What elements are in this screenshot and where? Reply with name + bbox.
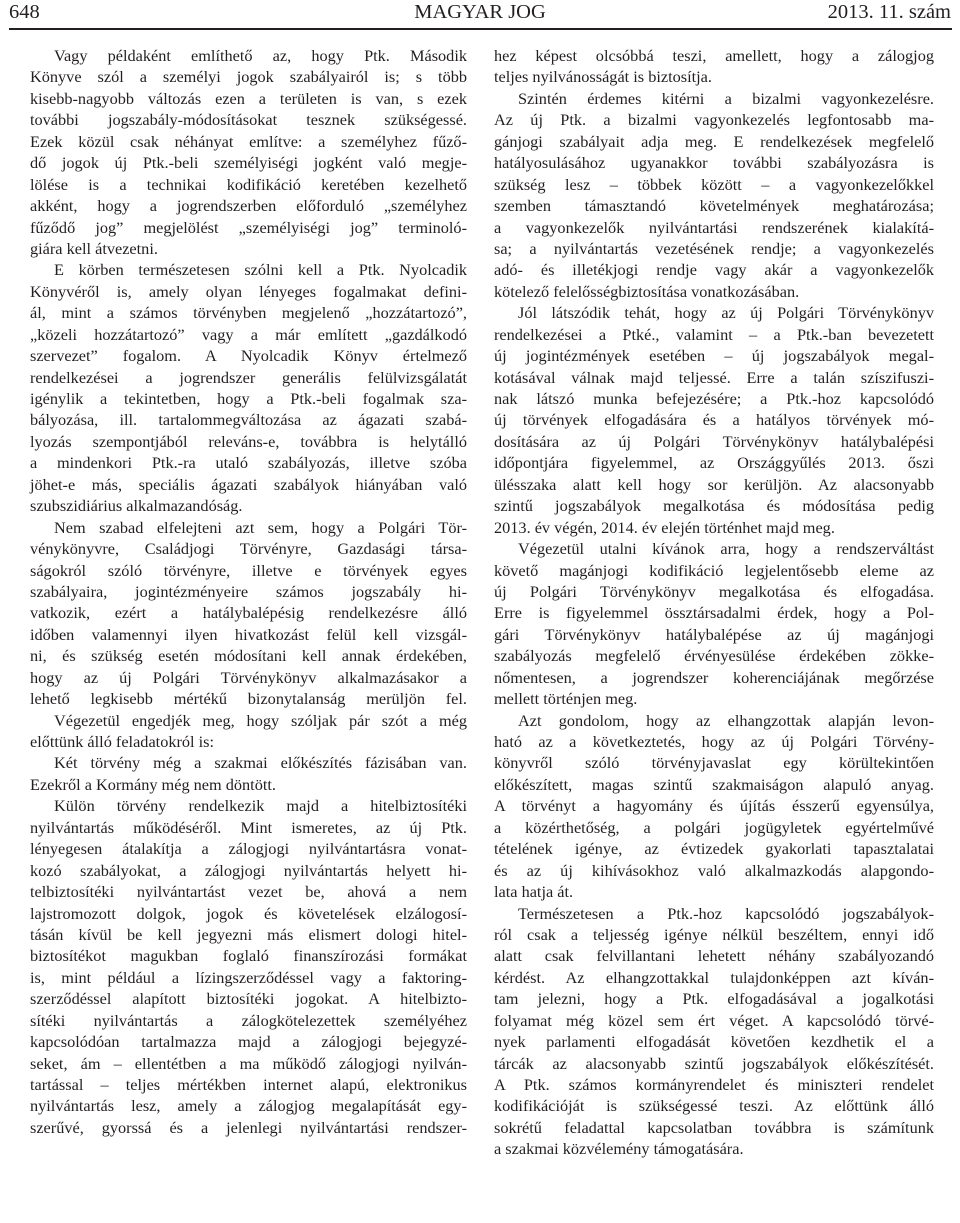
text-line: időpontjára figyelemmel, az Országgyűlés 2013. őszi — [494, 453, 934, 473]
text-line: rendelkezései a Ptké., valamint – a Ptk.-ban bevezetett — [494, 324, 934, 344]
text-line: szemben támasztandó követelmények meghatározása; — [494, 196, 934, 216]
text-line: hogy az új Polgári Törvénykönyv alkalmazásakor a — [30, 667, 467, 687]
text-line: Végezetül engedjék meg, hogy szóljak pár szót a még — [54, 710, 467, 730]
text-line: Jól látszódik tehát, hogy az új Polgári Törvénykönyv — [518, 303, 934, 323]
text-line: lajstromozott dolgok, jogok és követelések elzálogosí- — [30, 903, 467, 923]
text-line: lehető legkisebb mértékű bizonytalanság merüljön fel. — [30, 689, 467, 709]
text-line: kérdést. Az elhangzottakkal tulajdonképpen azt kíván- — [494, 967, 934, 987]
text-line: lényegesen átalakítja a zálogjogi nyilvántartásra vonat- — [30, 839, 467, 859]
text-line: E körben természetesen szólni kell a Ptk. Nyolcadik — [54, 260, 467, 280]
text-line: időben valamennyi ilyen hivatkozást felül kell vizsgál- — [30, 624, 467, 644]
text-line: Erre is figyelemmel össztársadalmi érdek, hogy a Pol- — [494, 603, 934, 623]
text-line: nyilvántartás lesz, amely a zálogjog megalapítását egy- — [30, 1096, 467, 1116]
text-line: Végezetül utalni kívánok arra, hogy a rendszerváltást — [518, 539, 934, 559]
text-line: ról csak a teljesség igénye nélkül beszéltem, ennyi idő — [494, 924, 934, 944]
text-line: is, mint például a lízingszerződéssel vagy a faktoring- — [30, 967, 467, 987]
text-line: hez képest olcsóbbá teszi, amellett, hogy a zálogjog — [494, 46, 934, 65]
text-line: ságokról szóló törvényre, illetve e törvények egyes — [30, 560, 467, 580]
text-line: tárcák az alacsonyabb szintű jogszabályok előkészítését. — [494, 1053, 934, 1073]
text-line: további jogszabály-módosításokat tesznek szükségessé. — [30, 110, 467, 130]
text-line: lata hatja át. — [494, 882, 574, 902]
text-line: kisebb-nagyobb változás ezen a területen is van, s ezek — [30, 88, 467, 108]
text-line: Könyve szól a személyi jogok szabályairól is; s több — [30, 67, 467, 87]
text-line: telbiztosítéki nyilvántartást vezet be, ahová a nem — [30, 882, 467, 902]
text-line: 2013. év végén, 2014. év elején történhet majd meg. — [494, 517, 835, 537]
page-number: 648 — [9, 1, 40, 23]
text-line: adó- és illetékjogi rendje vagy akár a vagyonkezelők — [494, 260, 934, 280]
right-text-column — [494, 45, 934, 1160]
text-line: tásán kívül be kell jegyezni más elismert dologi hitel- — [30, 924, 467, 944]
text-line: nak látszó munka befejezésére; a Ptk.-hoz kapcsolódó — [494, 389, 934, 408]
text-line: dő jogok új Ptk.-beli személyiségi jogként való megje- — [30, 153, 467, 173]
text-line: Ezek közül csak néhányat említve: a személyhez fűző- — [30, 131, 467, 151]
text-line: új Polgári Törvénykönyv megalkotása és elfogadása. — [494, 581, 934, 601]
text-line: biztosítékot magukban foglaló finanszírozási formákat — [30, 946, 467, 966]
text-line: tételének igénye, az évtizedek gyakorlati tapasztalatai — [494, 839, 934, 859]
text-line: új jogintézmények esetében – új jogszabályok megal- — [494, 346, 934, 366]
text-line: tam jelezni, hogy a Ptk. elfogadásával a jogalkotási — [494, 989, 934, 1009]
text-line: új törvények elfogadására és a hatályos törvények mó- — [494, 410, 934, 430]
text-line: lölése is a technikai kodifikáció keretében kezelhető — [30, 174, 467, 194]
text-line: hatályosulásához ugyanakkor további szabályozásra is — [494, 153, 934, 173]
text-line: szerűvé, gyorssá és a jelenlegi nyilvántartási rendszer- — [30, 1117, 467, 1137]
text-line: kozó szabályokat, a zálogjogi nyilvántartás helyett hi- — [30, 860, 467, 880]
text-line: előkészített, magas szintű szakmaiságon alapuló anyag. — [494, 774, 934, 794]
text-line: sítéki nyilvántartás a zálogkötelezettek személyéhez — [30, 1010, 467, 1030]
text-line: Nem szabad elfelejteni azt sem, hogy a Polgári Tör- — [54, 517, 467, 537]
text-line: Szintén érdemes kitérni a bizalmi vagyonkezelésre. — [518, 88, 934, 108]
text-line: kapcsolódóan tartalmazza majd a zálogjogi bejegyzé- — [30, 1032, 467, 1052]
text-line: Két törvény még a szakmai előkészítés fázisában van. — [54, 753, 467, 773]
text-line: akként, hogy a jogrendszerben előforduló „személyhez — [30, 196, 467, 216]
text-line: igénylik a tekintetben, hogy a Ptk.-beli fogalmak sza- — [30, 389, 467, 408]
text-line: követő magánjogi kodifikáció legjelentősebb eleme az — [494, 560, 934, 580]
text-line: seket, ám – ellentétben a ma működő zálogjogi nyilván- — [30, 1053, 467, 1073]
text-line: folyamat még közel sem ért véget. A kapcsolódó törvé- — [494, 1010, 934, 1030]
text-line: a közérthetőség, a polgári jogügyletek egyértelművé — [494, 817, 934, 837]
text-line: A Ptk. számos kormányrendelet és miniszteri rendelet — [494, 1075, 934, 1094]
text-line: „közeli hozzátartozó” vagy a már említett „gazdálkodó — [30, 324, 467, 344]
text-line: nyilvántartás működéséről. Mint ismeretes, az új Ptk. — [30, 817, 467, 837]
text-line: szintű jogszabályok megalkotása és módosítása pedig — [494, 496, 934, 516]
text-line: szabályaira, jogintézményeire számos jogszabály hi- — [30, 581, 467, 601]
page-header — [0, 0, 960, 34]
text-line: ható az a következtetés, hogy az új Polgári Törvény- — [494, 732, 934, 751]
text-line: fűződő jog” megjelölést „személyiségi jog” terminoló- — [30, 217, 467, 237]
header-rule — [9, 28, 952, 30]
text-line: szabályozás megfelelő érvényesülése érdekében zökke- — [494, 646, 934, 666]
text-line: vatkozik, ezért a hatálybalépésig rendelkezésre álló — [30, 603, 467, 623]
text-line: gánjogi szabályait adja meg. E rendelkezések megfelelő — [494, 131, 934, 151]
text-line: kotásával válnak majd teljessé. Erre a talán szíszifuszi- — [494, 367, 934, 387]
text-line: könyvről szóló törvényjavaslat egy körültekintően — [494, 753, 934, 773]
text-line: A törvényt a hagyomány és újítás ésszerű egyensúlya, — [494, 796, 934, 816]
text-line: vénykönyvre, Családjogi Törvényre, Gazdasági társa- — [30, 539, 467, 559]
text-line: ülésszaka alatt kell hogy sor kerüljön. Az alacsonyabb — [494, 474, 934, 494]
issue-label: 2013. 11. szám — [827, 1, 951, 23]
text-line: Azt gondolom, hogy az elhangzottak alapján levon- — [518, 710, 934, 730]
text-line: mellett történjen meg. — [494, 689, 638, 709]
text-line: előttünk álló feladatokról is: — [30, 732, 215, 751]
text-line: a mindenkori Ptk.-ra utaló szabályozás, illetve szóba — [30, 453, 467, 473]
text-line: szükség lesz – többek között – a vagyonkezelőkkel — [494, 174, 934, 194]
text-line: jöhet-e más, speciális ágazati szabályok hiányában való — [30, 474, 467, 494]
text-line: nyek parlamenti elfogadását követően kezdhetik el a — [494, 1032, 934, 1052]
text-line: és az új kihívásokhoz való alkalmazkodás alapgondo- — [494, 860, 934, 880]
text-line: tartással – teljes mértékben internet alapú, elektronikus — [30, 1075, 467, 1094]
text-line: rendelkezései a jogrendszer generális felülvizsgálatát — [30, 367, 467, 387]
text-line: giára kell átvezetni. — [30, 238, 158, 258]
text-line: ál, mint a számos törvényben megjelenő „hozzátartozó”, — [30, 303, 467, 323]
text-line: Az új Ptk. a bizalmi vagyonkezelés legfontosabb ma- — [494, 110, 934, 130]
text-line: kodifikációját is szükségessé teszi. Az előttünk álló — [494, 1096, 934, 1116]
text-line: alatt csak felvillantani lehetett néhány szabályozandó — [494, 946, 934, 966]
journal-title: MAGYAR JOG — [414, 1, 546, 23]
text-line: sa; a nyilvántartás vezetésének rendje; a vagyonkezelés — [494, 238, 934, 258]
text-line: Vagy példaként említhető az, hogy Ptk. Második — [54, 46, 467, 65]
text-line: nőmentesen, a jogrendszer koherenciájának megőrzése — [494, 667, 934, 687]
text-line: szerződéssel alapított biztosítéki jogokat. A hitelbizto- — [30, 989, 467, 1009]
text-line: Természetesen a Ptk.-hoz kapcsolódó jogszabályok- — [518, 903, 934, 923]
text-line: ni, és szükség esetén módosítani kell annak érdekében, — [30, 646, 467, 666]
text-line: a szakmai közvélemény támogatására. — [494, 1139, 744, 1159]
text-line: bályozása, ill. tartalommegváltozása az ágazati szabá- — [30, 410, 467, 430]
text-line: lyozás szempontjából releváns-e, továbbra is helytálló — [30, 431, 467, 451]
text-line: gári Törvénykönyv hatálybalépése az új magánjogi — [494, 624, 934, 644]
text-line: sokrétű feladattal kapcsolatban továbbra is számítunk — [494, 1117, 934, 1137]
text-line: a vagyonkezelők nyilvántartási rendszerének kialakítá- — [494, 217, 934, 237]
text-line: szervezet” fogalom. A Nyolcadik Könyv értelmező — [30, 346, 467, 366]
text-line: dosítására az új Polgári Törvénykönyv hatálybalépési — [494, 431, 934, 451]
text-line: Külön törvény rendelkezik majd a hitelbiztosítéki — [54, 796, 467, 816]
left-text-column — [30, 45, 467, 1138]
text-line: Könyvéről is, amely olyan lényeges fogalmakat defini- — [30, 281, 467, 301]
text-line: Ezekről a Kormány még nem döntött. — [30, 774, 276, 794]
text-line: teljes nyilvánosságát is biztosítja. — [494, 67, 712, 87]
text-line: kötelező felelősségbiztosítása vonatkozásában. — [494, 281, 800, 301]
text-line: szubszidiárius alkalmazandóság. — [30, 496, 243, 516]
